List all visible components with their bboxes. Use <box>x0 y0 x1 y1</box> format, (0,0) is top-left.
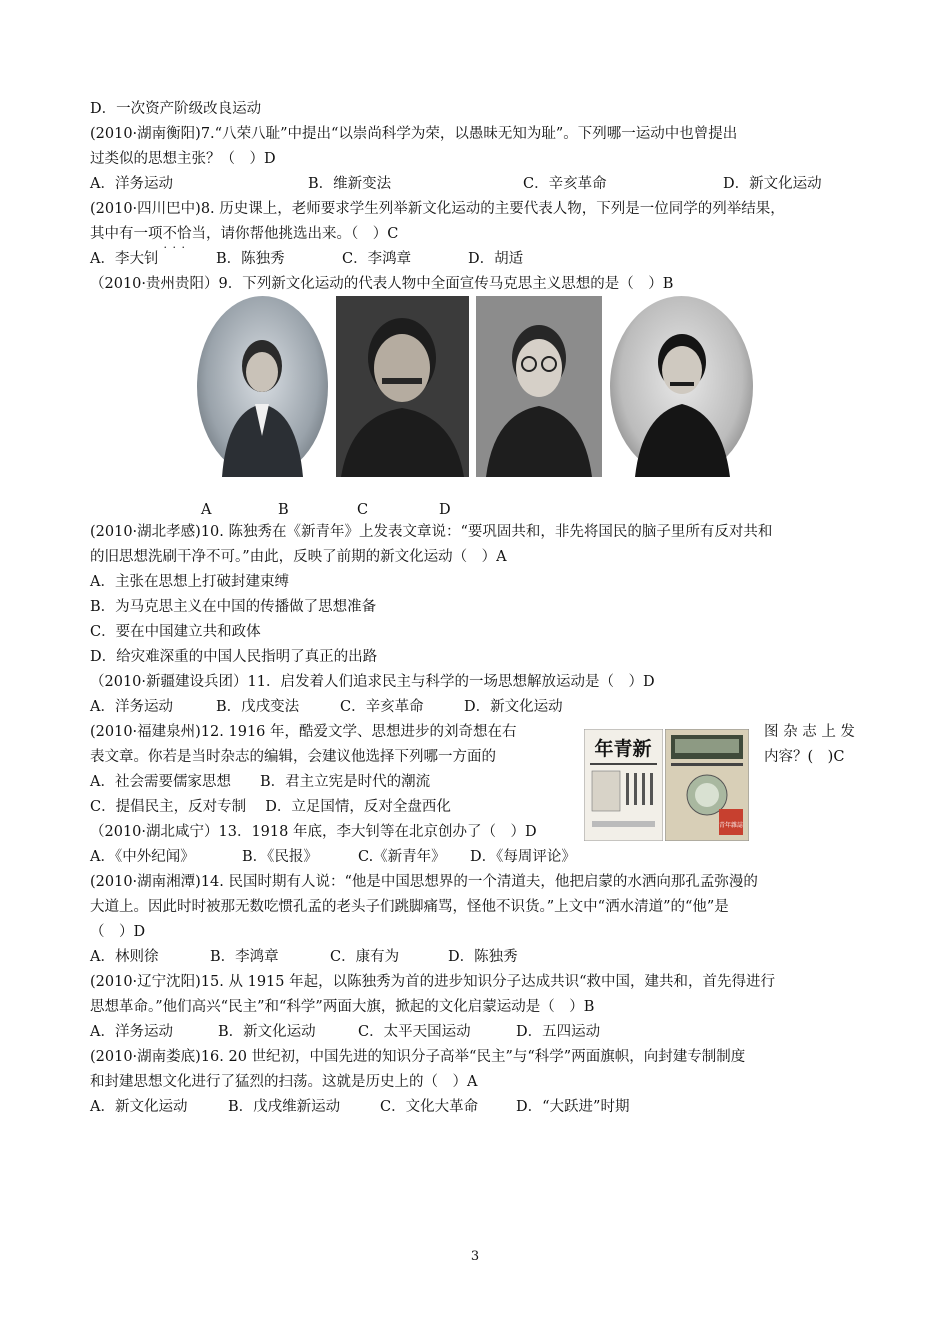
person-icon <box>336 296 469 477</box>
magazine-cover-2 <box>665 729 749 841</box>
q10-option-a: A．主张在思想上打破封建束缚 <box>90 574 289 590</box>
q14-stem-line3: （ ）D <box>90 924 146 940</box>
photo-label: B <box>278 502 289 518</box>
q12-options-cd: C．提倡民主，反对专制 D．立足国情，反对全盘西化 <box>90 799 451 815</box>
portrait-photo-c <box>476 296 602 477</box>
q13-stem: （2010·湖北咸宁）13．1918 年底，李大钊等在北京创办了（ ）D <box>90 824 537 840</box>
svg-text:年青新: 年青新 <box>594 738 652 760</box>
q12-stem-line1-right: 图 杂 志 上 发 <box>764 724 855 740</box>
q15-option: B．新文化运动 <box>218 1024 316 1040</box>
q16-options <box>90 1097 860 1117</box>
q10-option-d: D．给灾难深重的中国人民指明了真正的出路 <box>90 649 378 665</box>
q8-option: B．陈独秀 <box>216 251 285 267</box>
svg-text:青年雜誌: 青年雜誌 <box>718 822 744 829</box>
magazine-icon <box>584 729 663 841</box>
q15-option: A．洋务运动 <box>90 1024 173 1040</box>
q16-option: D．“大跃进”时期 <box>516 1099 630 1115</box>
q7-stem-line1: (2010·湖南衡阳)7.“八荣八耻”中提出“以崇尚科学为荣，以愚昧无知为耻”。下列哪一运动中也曾提出 <box>90 126 738 142</box>
q8-option: D．胡适 <box>468 251 524 267</box>
q9-stem: （2010·贵州贵阳）9．下列新文化运动的代表人物中全面宣传马克思主义思想的是（ ）B <box>90 276 674 292</box>
photo-label: D <box>439 502 451 518</box>
q8-text: ，请你帮他挑选出来。（ ）C <box>206 226 399 242</box>
q14-options <box>90 947 860 967</box>
magazine-cover-1 <box>584 729 663 841</box>
q12-stem-line2-right: 内容？( )C <box>764 749 845 765</box>
q11-options <box>90 697 860 717</box>
q11-option: C．辛亥革命 <box>340 699 424 715</box>
q11-option: A．洋务运动 <box>90 699 173 715</box>
q14-option: C．康有为 <box>330 949 400 965</box>
q8-option: A．李大钊 <box>90 251 159 267</box>
q13-option: A．《中外纪闻》 <box>90 849 195 865</box>
portrait-photo-d <box>610 296 753 477</box>
q12-stem-line2-left: 表文章。你若是当时杂志的编辑，会建议他选择下列哪一方面的 <box>90 749 496 765</box>
q16-option: A．新文化运动 <box>90 1099 188 1115</box>
portrait-photo-b <box>336 296 469 477</box>
q11-option: D．新文化运动 <box>464 699 563 715</box>
q8-stem-line2 <box>90 224 398 244</box>
q12-stem-line1-left: (2010·福建泉州)12. 1916 年，酷爱文学、思想进步的刘奇想在右 <box>90 724 517 740</box>
q10-option-b: B．为马克思主义在中国的传播做了思想准备 <box>90 599 377 615</box>
person-icon <box>197 296 328 477</box>
q15-stem-line2: 思想革命。”他们高兴“民主”和“科学”两面大旗，掀起的文化启蒙运动是（ ）B <box>90 999 595 1015</box>
q7-options <box>90 174 860 194</box>
q8-options <box>90 249 860 269</box>
q15-stem-line1: (2010·辽宁沈阳)15. 从 1915 年起，以陈独秀为首的进步知识分子达成共识“救中国，建共和，首先得进行 <box>90 974 776 990</box>
q14-option: D．陈独秀 <box>448 949 518 965</box>
portrait-photo-a <box>197 296 328 477</box>
q8-option: C．李鸿章 <box>342 251 412 267</box>
q13-option: D．《每周评论》 <box>470 849 576 865</box>
q7-option: C．辛亥革命 <box>523 176 607 192</box>
emphasis-dotted-text: 不恰当 · · · <box>163 226 207 242</box>
q15-options <box>90 1022 860 1042</box>
q10-option-c: C．要在中国建立共和政体 <box>90 624 261 640</box>
q11-stem: （2010·新疆建设兵团）11．启发着人们追求民主与科学的一场思想解放运动是（ ）D <box>90 674 655 690</box>
q13-options <box>90 847 860 867</box>
page-number: 3 <box>470 1249 480 1264</box>
q15-option: D．五四运动 <box>516 1024 601 1040</box>
magazine-icon <box>665 729 749 841</box>
photo-label: C <box>357 502 369 518</box>
q14-option: A．林则徐 <box>90 949 159 965</box>
q15-option: C．太平天国运动 <box>358 1024 471 1040</box>
q7-option: B．维新变法 <box>308 176 392 192</box>
q16-option: B．戊戌维新运动 <box>228 1099 341 1115</box>
q14-stem-line2: 大道上。因此时时被那无数吃惯孔孟的老头子们跳脚痛骂，怪他不识货。”上文中“洒水清道”的“他”是 <box>90 899 729 915</box>
q13-option: C.《新青年》 <box>358 849 446 865</box>
person-icon <box>476 296 602 477</box>
q12-options-ab: A．社会需要儒家思想 B．君主立宪是时代的潮流 <box>90 774 431 790</box>
q16-option: C．文化大革命 <box>380 1099 479 1115</box>
q14-stem-line1: (2010·湖南湘潭)14. 民国时期有人说：“他是中国思想界的一个清道夫，他把启蒙的水洒向那孔孟弥漫的 <box>90 874 758 890</box>
q6-option-d: D．一次资产阶级改良运动 <box>90 101 262 117</box>
q16-stem-line1: (2010·湖南娄底)16. 20 世纪初，中国先进的知识分子高举“民主”与“科学”两面旗帜，向封建专制制度 <box>90 1049 746 1065</box>
q10-stem-line1: (2010·湖北孝感)10. 陈独秀在《新青年》上发表文章说：“要巩固共和，非先将国民的脑子里所有反对共和 <box>90 524 773 540</box>
q13-option: B．《民报》 <box>242 849 318 865</box>
photo-label: A <box>201 502 212 518</box>
q7-stem-line2: 过类似的思想主张？（ ）D <box>90 151 276 167</box>
q7-option: D．新文化运动 <box>723 176 822 192</box>
q16-stem-line2: 和封建思想文化进行了猛烈的扫荡。这就是历史上的（ ）A <box>90 1074 478 1090</box>
q8-text: 其中有一项 <box>90 226 163 242</box>
person-icon <box>610 296 753 477</box>
q11-option: B．戊戌变法 <box>216 699 300 715</box>
q14-option: B．李鸿章 <box>210 949 279 965</box>
q7-option: A．洋务运动 <box>90 176 173 192</box>
q10-stem-line2: 的旧思想洗刷干净不可。”由此，反映了前期的新文化运动（ ）A <box>90 549 507 565</box>
q8-stem-line1: (2010·四川巴中)8. 历史课上，老师要求学生列举新文化运动的主要代表人物，下列是一位同学的列举结果， <box>90 201 785 217</box>
